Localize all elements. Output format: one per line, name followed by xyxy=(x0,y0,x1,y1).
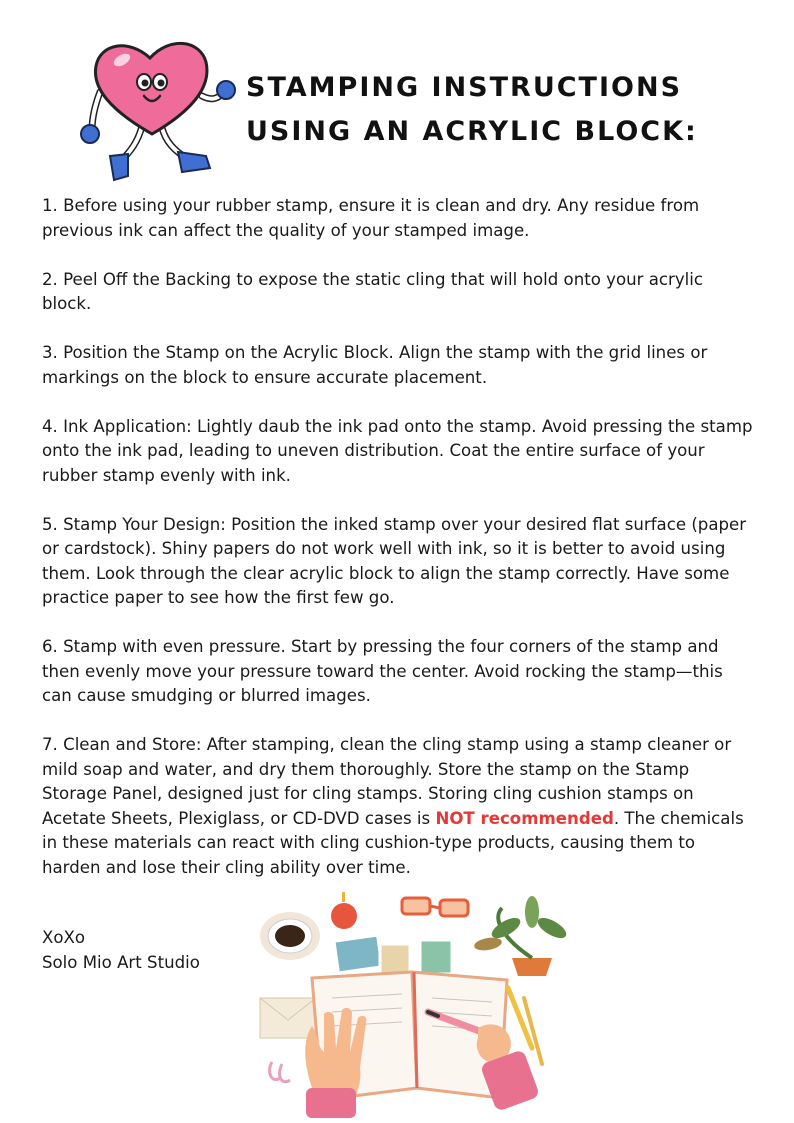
signoff-xoxo: XoXo xyxy=(42,928,86,947)
potted-plant-icon xyxy=(473,896,569,976)
instructions-body xyxy=(42,194,754,905)
step-7-text-before: 7. Clean and Store: After stamping, clean the cling stamp using a stamp cleaner or mild soap and water, and dry them thoroughly. Store the stamp on the Stamp Storage Panel, designed just for cling stamps. Storing cling cushion stamps on Acetate Sheets, Plexiglass, or CD-DVD cases is xyxy=(42,735,732,828)
heart-mascot-illustration xyxy=(70,30,240,190)
step-7 xyxy=(42,733,754,880)
step-7-text-after: . The chemicals in these materials can react with cling cushion-type products, causing them to harden and lose their cling ability over time. xyxy=(42,808,744,877)
signoff xyxy=(42,926,200,975)
step-6: 6. Stamp with even pressure. Start by pressing the four corners of the stamp and then evenly move your pressure toward the center. Avoid rocking the stamp—this can cause smudging or blurred images. xyxy=(42,637,723,705)
step-1: 1. Before using your rubber stamp, ensure it is clean and dry. Any residue from previous ink can affect the quality of your stamped image. xyxy=(42,196,700,240)
step-4: 4. Ink Application: Lightly daub the ink pad onto the stamp. Avoid pressing the stamp onto the ink pad, leading to uneven distribution. Coat the entire surface of your rubber stamp evenly with ink. xyxy=(42,416,753,485)
step-2: 2. Peel Off the Backing to expose the static cling that will hold onto your acrylic block. xyxy=(42,269,704,313)
page-title xyxy=(246,66,698,154)
glasses-icon xyxy=(402,898,468,916)
step-5: 5. Stamp Your Design: Position the inked stamp over your desired flat surface (paper or cardstock). Shiny papers do not work well with ink, so it is better to avoid using them. Look through the clear acrylic block to align the stamp correctly. Have some practice paper to see how the first few go. xyxy=(42,514,747,607)
not-recommended-highlight: NOT recommended xyxy=(435,808,614,828)
desk-journaling-illustration xyxy=(252,888,582,1118)
envelope-icon xyxy=(260,998,316,1038)
title-line-1: STAMPING INSTRUCTIONS xyxy=(246,72,683,103)
step-3: 3. Position the Stamp on the Acrylic Block. Align the stamp with the grid lines or markings on the block to ensure accurate placement. xyxy=(42,343,708,387)
coffee-cup-icon xyxy=(260,912,320,960)
title-line-2: USING AN ACRYLIC BLOCK: xyxy=(246,116,698,147)
signoff-studio-name: Solo Mio Art Studio xyxy=(42,952,200,972)
candle-icon xyxy=(331,892,357,929)
